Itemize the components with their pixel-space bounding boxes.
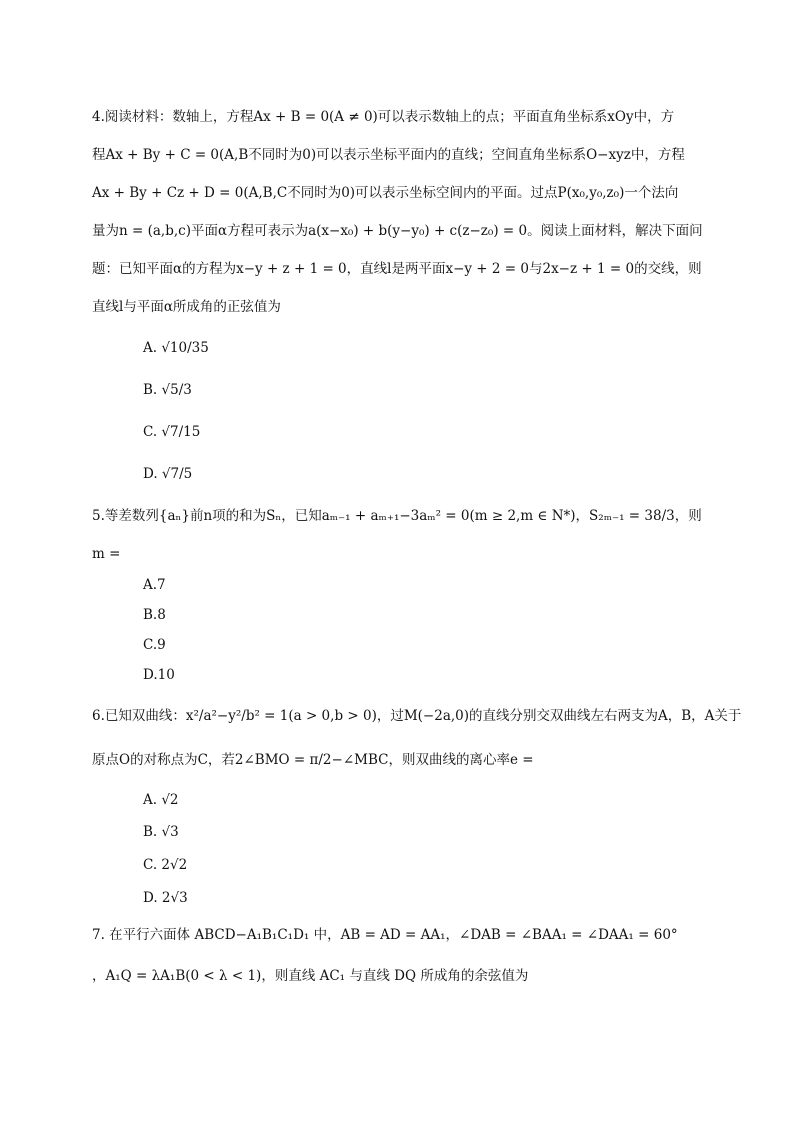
option-d: D. 2√3 [143, 890, 188, 906]
option-a: A. √10/35 [143, 340, 209, 356]
option-a: A.7 [143, 577, 166, 593]
question-text-line: 程Ax + By + C = 0(A,B不同时为0)可以表示坐标平面内的直线；空间直角坐标系O−xyz中，方程 [92, 147, 685, 163]
option-c: C. 2√2 [143, 857, 188, 873]
option-c: C.9 [143, 637, 166, 653]
option-d: D. √7/5 [143, 466, 193, 482]
question-text-line: m = [92, 546, 121, 562]
question-text-line: ，A₁Q = λA₁B(0 < λ < 1)，则直线 AC₁ 与直线 DQ 所成角的余弦值为 [92, 968, 529, 984]
question-text-line: 直线l与平面α所成角的正弦值为 [92, 299, 281, 315]
question-text-line: 量为n = (a,b,c)平面α方程可表示为a(x−x₀) + b(y−y₀) + c(z−z₀) = 0。阅读上面材料，解决下面问 [92, 223, 703, 239]
option-c: C. √7/15 [143, 424, 201, 440]
question-text-line: 7. 在平行六面体 ABCD−A₁B₁C₁D₁ 中，AB = AD = AA₁，∠DAB = ∠BAA₁ = ∠DAA₁ = 60° [92, 927, 678, 943]
option-d: D.10 [143, 667, 175, 683]
question-text-line: 6.已知双曲线：x²/a²−y²/b² = 1(a > 0,b > 0)，过M(−2a,0)的直线分别交双曲线左右两支为A，B，A关于 [92, 708, 742, 724]
option-b: B. √3 [143, 824, 179, 840]
option-a: A. √2 [143, 792, 179, 808]
question-text-line: 5.等差数列{aₙ}前n项的和为Sₙ，已知aₘ₋₁ + aₘ₊₁−3aₘ² = 0(m ≥ 2,m ∈ N*)，S₂ₘ₋₁ = 38/3，则 [92, 508, 702, 524]
question-text-line: 原点O的对称点为C，若2∠BMO = π/2−∠MBC，则双曲线的离心率e = [92, 752, 534, 768]
question-text-line: Ax + By + Cz + D = 0(A,B,C不同时为0)可以表示坐标空间内的平面。过点P(x₀,y₀,z₀)一个法向 [92, 185, 679, 201]
question-text-line: 4.阅读材料：数轴上，方程Ax + B = 0(A ≠ 0)可以表示数轴上的点；平面直角坐标系xOy中，方 [92, 109, 675, 125]
question-text-line: 题：已知平面α的方程为x−y + z + 1 = 0，直线l是两平面x−y + 2 = 0与2x−z + 1 = 0的交线，则 [92, 261, 702, 277]
option-b: B. √5/3 [143, 382, 192, 398]
option-b: B.8 [143, 607, 166, 623]
